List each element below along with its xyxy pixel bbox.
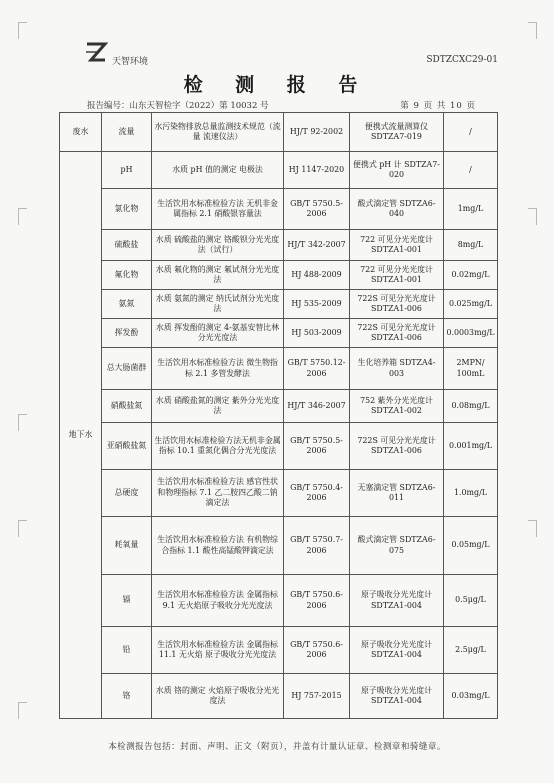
instrument-cell: 722 可见分光光度计 SDTZA1-001 — [350, 261, 444, 290]
group-cell: 地下水 — [60, 152, 102, 719]
limit-cell: 0.025mg/L — [444, 290, 498, 319]
instrument-cell: 酸式滴定管 SDTZA6-040 — [350, 189, 444, 230]
binding-mark — [528, 208, 537, 225]
limit-cell: / — [444, 113, 498, 152]
standard-cell: GB/T 5750.6-2006 — [284, 575, 350, 627]
instrument-cell: 无塞滴定管 SDTZA6-011 — [350, 470, 444, 517]
item-cell: 亚硝酸盐氮 — [102, 423, 152, 470]
instrument-cell: 酸式滴定管 SDTZA6-075 — [350, 517, 444, 575]
standard-cell: HJ 503-2009 — [284, 319, 350, 348]
item-cell: 铬 — [102, 674, 152, 719]
instrument-cell: 便携式流量测算仪 SDTZA7-019 — [350, 113, 444, 152]
standard-cell: GB/T 5750.12-2006 — [284, 348, 350, 390]
table-row — [60, 390, 498, 423]
item-cell: 氟化物 — [102, 261, 152, 290]
item-cell: 总大肠菌群 — [102, 348, 152, 390]
standard-cell: HJ 488-2009 — [284, 261, 350, 290]
limit-cell: 0.05mg/L — [444, 517, 498, 575]
item-cell: 挥发酚 — [102, 319, 152, 348]
table-row — [60, 189, 498, 230]
method-cell: 水质 氟化物的测定 氟试剂分光光度法 — [152, 261, 284, 290]
limit-cell: 0.08mg/L — [444, 390, 498, 423]
item-cell: 硫酸盐 — [102, 230, 152, 261]
page-number: 第 9 页 共 10 页 — [400, 101, 476, 111]
method-cell: 水质 氨氮的测定 纳氏试剂分光光度法 — [152, 290, 284, 319]
instrument-cell: 722S 可见分光光度计 SDTZA1-006 — [350, 423, 444, 470]
table-row — [60, 423, 498, 470]
table-row — [60, 290, 498, 319]
method-cell: 生活饮用水标准检验方法 金属指标 9.1 无火焰原子吸收分光光度法 — [152, 575, 284, 627]
item-cell: 氯化物 — [102, 189, 152, 230]
standard-cell: GB/T 5750.7-2006 — [284, 517, 350, 575]
report-code: SDTZCXC29-01 — [426, 55, 498, 65]
standard-cell: GB/T 5750.5-2006 — [284, 189, 350, 230]
instrument-cell: 生化培养箱 SDTZA4-003 — [350, 348, 444, 390]
binding-mark — [18, 22, 27, 39]
table-row — [60, 575, 498, 627]
instrument-cell: 原子吸收分光光度计 SDTZA1-004 — [350, 627, 444, 674]
item-cell: 总硬度 — [102, 470, 152, 517]
method-cell: 生活饮用水标准检验方法 感官性状和物理指标 7.1 乙二胺四乙酸二钠滴定法 — [152, 470, 284, 517]
item-cell: 硝酸盐氮 — [102, 390, 152, 423]
table-row — [60, 152, 498, 189]
table-row — [60, 470, 498, 517]
limit-cell: 8mg/L — [444, 230, 498, 261]
item-cell: 铅 — [102, 627, 152, 674]
table-row — [60, 348, 498, 390]
limit-cell: 0.0003mg/L — [444, 319, 498, 348]
limit-cell: 2MPN/ 100mL — [444, 348, 498, 390]
binding-mark — [18, 520, 27, 537]
method-cell: 水质 挥发酚的测定 4-氨基安替比林分光光度法 — [152, 319, 284, 348]
standard-cell: HJ/T 346-2007 — [284, 390, 350, 423]
method-cell: 水污染物排放总量监测技术规范（流量 流速仪法） — [152, 113, 284, 152]
standard-cell: HJ 757-2015 — [284, 674, 350, 719]
item-cell: 氨氮 — [102, 290, 152, 319]
detection-method-table — [59, 112, 498, 719]
limit-cell: 0.02mg/L — [444, 261, 498, 290]
instrument-cell: 原子吸收分光光度计 SDTZA1-004 — [350, 674, 444, 719]
limit-cell: / — [444, 152, 498, 189]
limit-cell: 1.0mg/L — [444, 470, 498, 517]
limit-cell: 1mg/L — [444, 189, 498, 230]
limit-cell: 0.001mg/L — [444, 423, 498, 470]
method-cell: 水质 硝酸盐氮的测定 紫外分光光度法 — [152, 390, 284, 423]
method-cell: 水质 硫酸盐的测定 铬酸钡分光光度法（试行） — [152, 230, 284, 261]
limit-cell: 0.5μg/L — [444, 575, 498, 627]
table-row — [60, 319, 498, 348]
binding-mark — [528, 22, 537, 39]
instrument-cell: 便携式 pH 计 SDTZA7-020 — [350, 152, 444, 189]
report-footer-note: 本检测报告包括：封面、声明、正文（附页），并盖有计量认证章、检测章和骑缝章。 — [108, 742, 446, 752]
instrument-cell: 722S 可见分光光度计 SDTZA1-006 — [350, 319, 444, 348]
binding-mark — [18, 414, 27, 431]
item-cell: 镉 — [102, 575, 152, 627]
page-title: 检 测 报 告 — [183, 74, 371, 96]
standard-cell: HJ/T 92-2002 — [284, 113, 350, 152]
instrument-cell: 722S 可见分光光度计 SDTZA1-006 — [350, 290, 444, 319]
limit-cell: 0.03mg/L — [444, 674, 498, 719]
method-cell: 水质 pH 值的测定 电极法 — [152, 152, 284, 189]
item-cell: 流量 — [102, 113, 152, 152]
method-cell: 生活饮用水标准检验方法 无机非金属指标 2.1 硝酸银容量法 — [152, 189, 284, 230]
category-cell: 废水 — [60, 113, 102, 152]
standard-cell: GB/T 5750.5-2006 — [284, 423, 350, 470]
standard-cell: GB/T 5750.4-2006 — [284, 470, 350, 517]
standard-cell: HJ/T 342-2007 — [284, 230, 350, 261]
table-row — [60, 230, 498, 261]
standard-cell: HJ 1147-2020 — [284, 152, 350, 189]
table-row — [60, 261, 498, 290]
method-cell: 水质 铬的测定 火焰原子吸收分光光度法 — [152, 674, 284, 719]
binding-mark — [528, 520, 537, 537]
item-cell: 耗氧量 — [102, 517, 152, 575]
table-row — [60, 627, 498, 674]
instrument-cell: 722 可见分光光度计 SDTZA1-001 — [350, 230, 444, 261]
standard-cell: HJ 535-2009 — [284, 290, 350, 319]
table-row — [60, 113, 498, 152]
company-name: 天智环境 — [112, 57, 149, 67]
item-cell: pH — [102, 152, 152, 189]
binding-mark — [18, 208, 27, 225]
instrument-cell: 752 紫外分光光度计 SDTZA1-002 — [350, 390, 444, 423]
method-cell: 生活饮用水标准检验方法 有机物综合指标 1.1 酸性高锰酸钾滴定法 — [152, 517, 284, 575]
binding-mark — [18, 702, 27, 719]
standard-cell: GB/T 5750.6-2006 — [284, 627, 350, 674]
method-cell: 生活饮用水标准检验方法 金属指标 11.1 无火焰 原子吸收分光光度法 — [152, 627, 284, 674]
method-cell: 生活饮用水标准检验方法 微生物指标 2.1 多管发酵法 — [152, 348, 284, 390]
table-row — [60, 517, 498, 575]
method-cell: 生活饮用水标准检验方法无机非金属指标 10.1 重氮化偶合分光光度法 — [152, 423, 284, 470]
instrument-cell: 原子吸收分光光度计 SDTZA1-004 — [350, 575, 444, 627]
company-logo-icon — [84, 40, 108, 66]
limit-cell: 2.5μg/L — [444, 627, 498, 674]
report-number: 报告编号：山东天智检字（2022）第 10032 号 — [87, 101, 269, 111]
table-row — [60, 674, 498, 719]
